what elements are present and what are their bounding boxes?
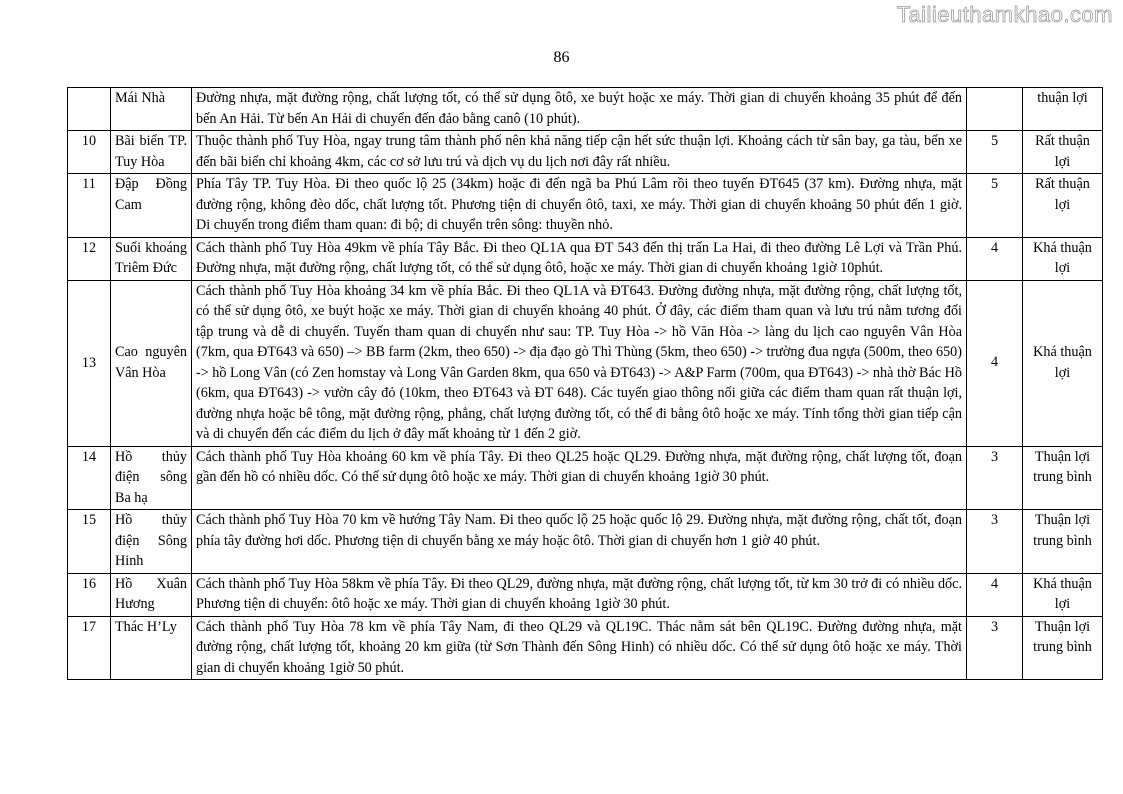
destination-name: Đập Đồng Cam	[111, 174, 192, 238]
rating: Rất thuận lợi	[1023, 174, 1103, 238]
destination-name: Hồ thủy điện Sông Hinh	[111, 510, 192, 574]
access-description: Thuộc thành phố Tuy Hòa, ngay trung tâm thành phố nên khả năng tiếp cận hết sức thuận lợi. Khoảng cách từ sân bay, ga tàu, bến xe đến bãi biển chỉ khoảng 4km, các cơ sở lưu trú và dịch vụ du lịch nơi đây rất nhiều.	[192, 131, 967, 174]
table-row	[68, 573, 1103, 616]
page-number: 86	[553, 49, 570, 66]
score: 5	[967, 174, 1023, 238]
table-row	[68, 131, 1103, 174]
table-row	[68, 88, 1103, 131]
rating: Thuận lợi trung bình	[1023, 446, 1103, 510]
destination-name: Hồ Xuân Hương	[111, 573, 192, 616]
score: 4	[967, 237, 1023, 280]
row-number: 17	[68, 616, 111, 680]
row-number: 10	[68, 131, 111, 174]
destination-name: Thác H’Ly	[111, 616, 192, 680]
score: 4	[967, 280, 1023, 446]
score: 3	[967, 446, 1023, 510]
row-number: 14	[68, 446, 111, 510]
rating: Rất thuận lợi	[1023, 131, 1103, 174]
table-row	[68, 237, 1103, 280]
watermark: Tailieuthamkhao.com	[896, 2, 1113, 27]
access-description: Cách thành phố Tuy Hòa 78 km về phía Tây Nam, đi theo QL29 và QL19C. Thác nằm sát bên QL19C. Đường đường nhựa, mặt đường rộng, chất lượng tốt, khoảng 20 km giữa (từ Sơn Thành đến Sông Hinh) có nhiều dốc. Có thể sử dụng ôtô hoặc xe máy. Thời gian di chuyển khoảng 1giờ 50 phút.	[192, 616, 967, 680]
row-number: 15	[68, 510, 111, 574]
score: 5	[967, 131, 1023, 174]
table-row	[68, 616, 1103, 680]
access-description: Cách thành phố Tuy Hòa khoảng 60 km về phía Tây. Đi theo QL25 hoặc QL29. Đường nhựa, mặt đường rộng, chất lượng tốt, đoạn gần đến hồ có nhiều dốc. Có thể sử dụng ôtô hoặc xe máy. Thời gian di chuyển khoảng 1giờ 30 phút.	[192, 446, 967, 510]
score: 4	[967, 573, 1023, 616]
access-description: Đường nhựa, mặt đường rộng, chất lượng tốt, có thể sử dụng ôtô, xe buýt hoặc xe máy. Thời gian di chuyển khoảng 35 phút để đến bến An Hải. Từ bến An Hải di chuyển đến đảo bằng canô (10 phút).	[192, 88, 967, 131]
table-row	[68, 280, 1103, 446]
row-number: 13	[68, 280, 111, 446]
access-description: Cách thành phố Tuy Hòa 58km về phía Tây. Đi theo QL29, đường nhựa, mặt đường rộng, chất lượng tốt, từ km 30 trở đi có nhiều dốc. Phương tiện di chuyển: ôtô hoặc xe máy. Thời gian di chuyển khoảng 1giờ 30 phút.	[192, 573, 967, 616]
destination-name: Cao nguyên Vân Hòa	[111, 280, 192, 446]
destination-name: Bãi biển TP. Tuy Hòa	[111, 131, 192, 174]
rating: Thuận lợi trung bình	[1023, 510, 1103, 574]
score: 3	[967, 510, 1023, 574]
access-description: Cách thành phố Tuy Hòa khoảng 34 km về phía Bắc. Đi theo QL1A và ĐT643. Đường đường nhựa, mặt đường rộng, chất lượng tốt, có thể sử dụng ôtô, xe buýt hoặc xe máy. Thời gian di chuyển khoảng 40 phút. Ở đây, các điểm tham quan và lưu trú nằm tương đối tập trung và dễ di chuyển. Tuyến tham quan di chuyển như sau: TP. Tuy Hòa -> hồ Văn Hòa -> làng du lịch cao nguyên Vân Hòa (7km, qua ĐT643 và 650) –> BB farm (2km, theo 650) -> địa đạo gò Thì Thùng (5km, theo 650) -> trường đua ngựa (500m, theo 650) -> hồ Long Vân (có Zen homstay và Long Vân Garden 8km, qua 650 và ĐT643) -> A&P Farm (700m, qua ĐT643) -> nhà thờ Bác Hồ (6km, qua ĐT643) -> vườn cây đỏ (10km, theo ĐT643 và ĐT 648). Các tuyến giao thông nối giữa các điểm tham quan rất thuận lợi, đường nhựa hoặc bê tông, mặt đường rộng, phẳng, chất lượng đường tốt, có thể đi bằng ôtô hoặc xe máy. Tính tổng thời gian tiếp cận và di chuyển đến các điểm du lịch ở đây mất khoảng từ 1 đến 2 giờ.	[192, 280, 967, 446]
destinations-table	[67, 87, 1103, 680]
access-description: Phía Tây TP. Tuy Hòa. Đi theo quốc lộ 25 (34km) hoặc đi đến ngã ba Phú Lâm rồi theo tuyến ĐT645 (37 km). Đường nhựa, mặt đường rộng, không đèo dốc, chất lượng tốt. Phương tiện di chuyển ôtô, taxi, xe máy. Thời gian di chuyển khoảng 50 phút đến 1 giờ. Di chuyển trong điểm tham quan: đi bộ; di chuyển trên sông: thuyền nhỏ.	[192, 174, 967, 238]
rating: Khá thuận lợi	[1023, 237, 1103, 280]
row-number: 11	[68, 174, 111, 238]
destination-name: Mái Nhà	[111, 88, 192, 131]
row-number	[68, 88, 111, 131]
table-row	[68, 446, 1103, 510]
destination-name: Suối khoáng Triêm Đức	[111, 237, 192, 280]
rating: thuận lợi	[1023, 88, 1103, 131]
table-row	[68, 510, 1103, 574]
rating: Khá thuận lợi	[1023, 280, 1103, 446]
rating: Khá thuận lợi	[1023, 573, 1103, 616]
access-description: Cách thành phố Tuy Hòa 49km về phía Tây Bắc. Đi theo QL1A qua ĐT 543 đến thị trấn La Hai, đi theo đường Lê Lợi và Trần Phú. Đường nhựa, mặt đường rộng, chất lượng tốt, có thể sử dụng ôtô, hoặc xe máy. Thời gian di chuyển khoảng 1giờ 10phút.	[192, 237, 967, 280]
access-description: Cách thành phố Tuy Hòa 70 km về hướng Tây Nam. Đi theo quốc lộ 25 hoặc quốc lộ 29. Đường nhựa, mặt đường rộng, chất tốt, đoạn phía tây đường hơi dốc. Phương tiện di chuyển bằng xe máy hoặc ôtô. Thời gian di chuyển hơn 1 giờ 40 phút.	[192, 510, 967, 574]
rating: Thuận lợi trung bình	[1023, 616, 1103, 680]
table-row	[68, 174, 1103, 238]
destination-name: Hồ thủy điện sông Ba hạ	[111, 446, 192, 510]
row-number: 16	[68, 573, 111, 616]
row-number: 12	[68, 237, 111, 280]
score: 3	[967, 616, 1023, 680]
score	[967, 88, 1023, 131]
